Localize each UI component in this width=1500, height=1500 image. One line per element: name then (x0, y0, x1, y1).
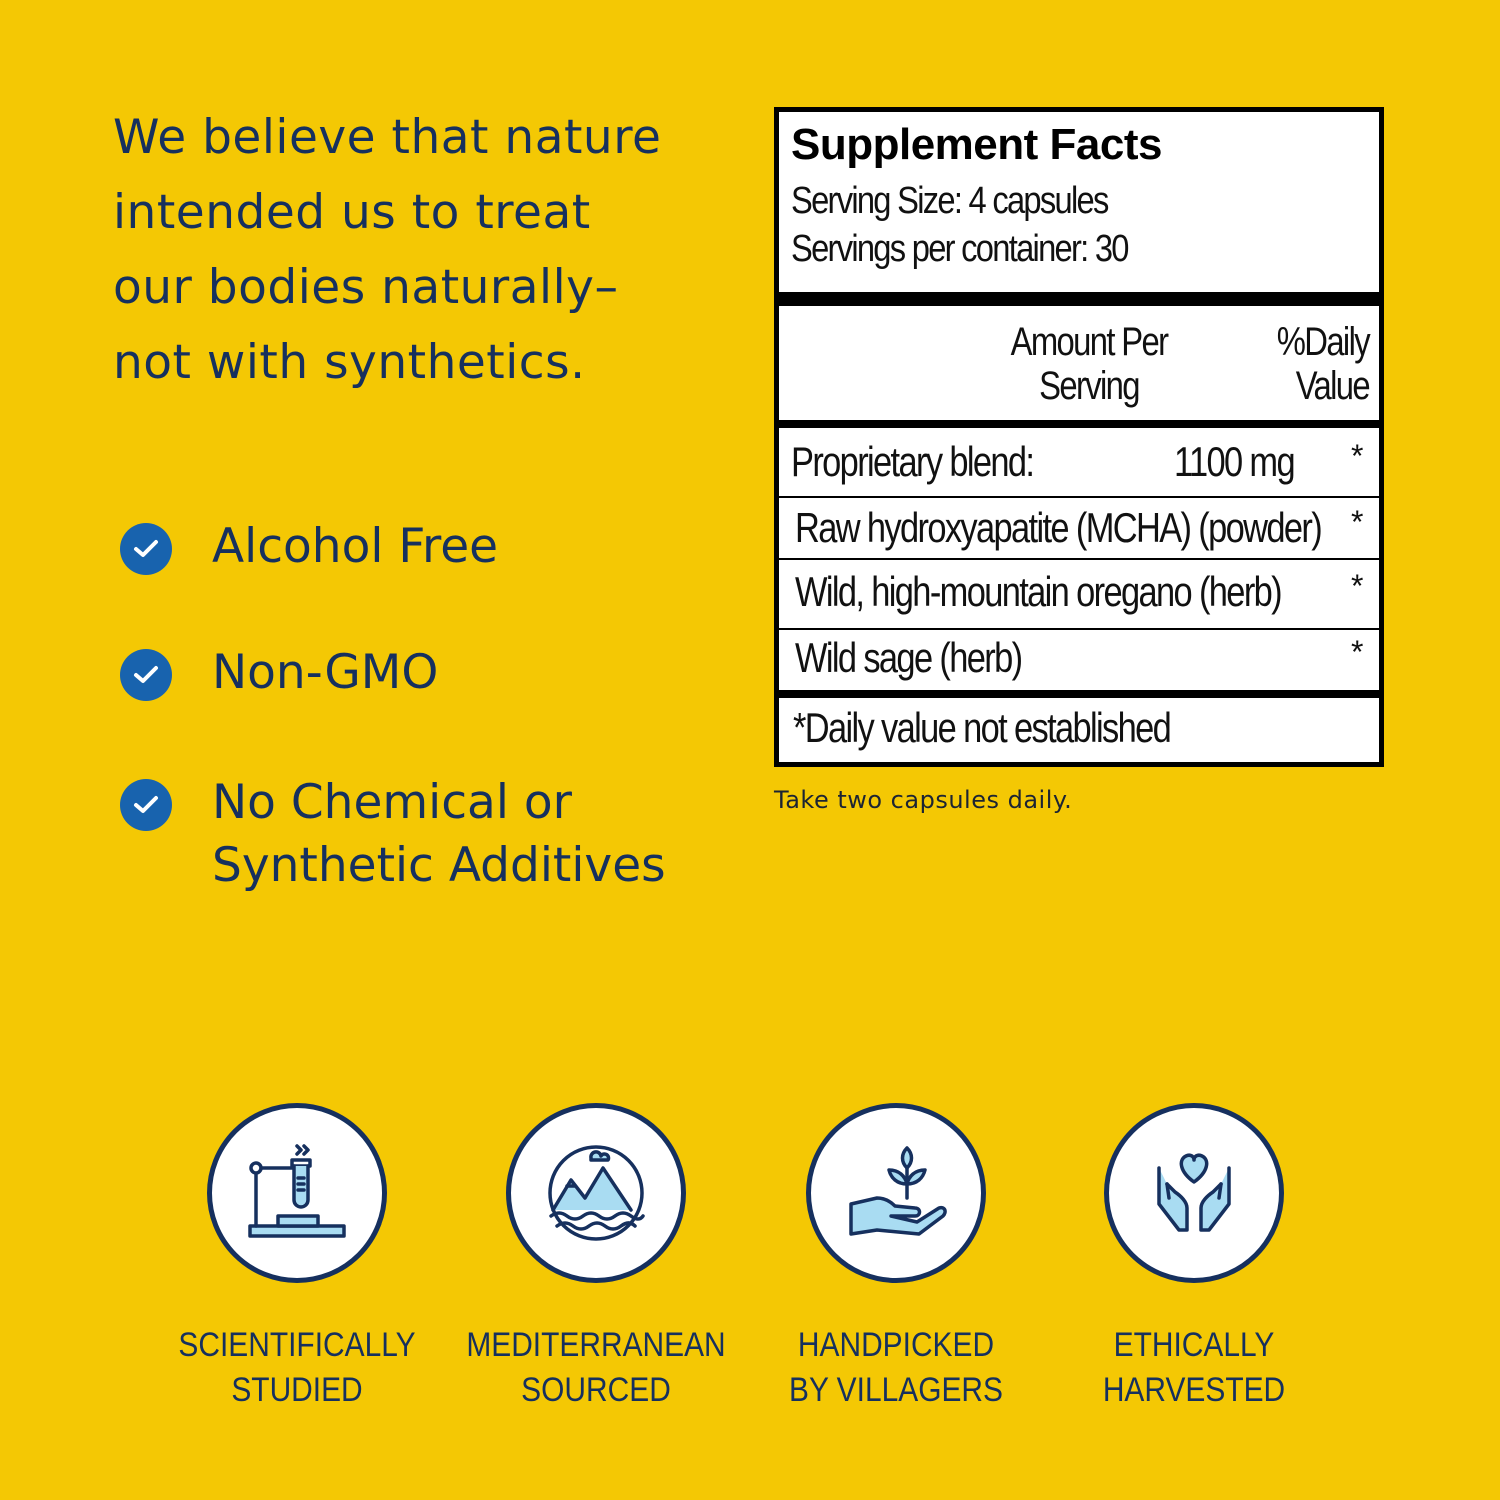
ingredient-name: Wild sage (herb) (795, 634, 1022, 681)
facts-divider-medium (779, 690, 1379, 698)
feature-label-line: Synthetic Additives (212, 838, 666, 893)
daily-value-header (1254, 320, 1369, 408)
badge-scientifically-studied (147, 1103, 447, 1413)
badge-circle (1104, 1103, 1284, 1283)
badge-caption-line: MEDITERRANEAN (466, 1326, 726, 1364)
feature-item-no-additives (120, 771, 666, 897)
badge-handpicked-by-villagers (746, 1103, 1046, 1413)
feature-label-line: Alcohol Free (212, 519, 499, 574)
servings-per-container: Servings per container: 30 (791, 228, 1128, 270)
feature-label (212, 641, 438, 704)
badge-mediterranean-sourced (446, 1103, 746, 1413)
ingredient-name: Raw hydroxyapatite (MCHA) (powder) (795, 504, 1322, 551)
ingredient-daily-value: * (1351, 634, 1364, 670)
check-circle-icon (120, 523, 172, 575)
column-header-line: %Daily (1276, 320, 1369, 364)
facts-divider-medium (779, 420, 1379, 428)
ingredient-daily-value: * (1351, 568, 1364, 604)
tagline (113, 100, 733, 400)
tagline-line: We believe that nature (113, 110, 662, 165)
badge-caption (764, 1323, 1028, 1413)
facts-row (779, 630, 1379, 690)
check-circle-icon (120, 779, 172, 831)
directions-text: Take two capsules daily. (774, 786, 1073, 814)
badge-caption (464, 1323, 728, 1413)
hands-heart-icon (1139, 1138, 1249, 1248)
facts-divider-thick (779, 292, 1379, 306)
badge-caption-line: SCIENTIFICALLY (178, 1326, 416, 1364)
badge-caption-line: SOURCED (521, 1371, 671, 1409)
ingredient-daily-value: * (1351, 504, 1364, 540)
supplement-facts-panel (774, 107, 1384, 767)
ingredient-amount: 1100 mg (1174, 438, 1295, 485)
lab-test-tube-icon (242, 1138, 352, 1248)
facts-row (779, 560, 1379, 628)
badge-caption-line: BY VILLAGERS (788, 1371, 1003, 1409)
badge-circle (207, 1103, 387, 1283)
facts-row (779, 498, 1379, 558)
facts-footnote-row (779, 698, 1379, 762)
column-header-line: Serving (1039, 364, 1139, 408)
badge-ethically-harvested (1044, 1103, 1344, 1413)
ingredient-daily-value: * (1351, 438, 1364, 474)
mountain-sea-icon (541, 1138, 651, 1248)
serving-size: Serving Size: 4 capsules (791, 180, 1108, 222)
supplement-facts-title: Supplement Facts (791, 120, 1162, 169)
badge-caption-line: HARVESTED (1102, 1371, 1286, 1409)
tagline-line: intended us to treat (113, 185, 591, 240)
tagline-line: not with synthetics. (113, 335, 586, 390)
ingredient-name: Wild, high-mountain oregano (herb) (795, 568, 1282, 615)
feature-label-line: No Chemical or (212, 775, 572, 830)
feature-item-non-gmo (120, 641, 438, 704)
check-circle-icon (120, 649, 172, 701)
feature-label (212, 515, 498, 578)
badge-circle (806, 1103, 986, 1283)
facts-row (779, 428, 1379, 496)
badge-circle (506, 1103, 686, 1283)
badge-caption (165, 1323, 429, 1413)
badge-caption-line: ETHICALLY (1113, 1326, 1275, 1364)
hand-plant-icon (841, 1138, 951, 1248)
column-header-line: Value (1295, 364, 1369, 408)
ingredient-name: Proprietary blend: (791, 438, 1034, 485)
badge-caption-line: STUDIED (231, 1371, 363, 1409)
facts-footnote: *Daily value not established (793, 704, 1171, 751)
feature-item-alcohol-free (120, 515, 498, 578)
feature-label-line: Non-GMO (212, 645, 439, 700)
badge-caption (1062, 1323, 1326, 1413)
tagline-line: our bodies naturally– (113, 260, 619, 315)
amount-per-serving-header (999, 320, 1179, 408)
badge-caption-line: HANDPICKED (797, 1326, 995, 1364)
column-header-line: Amount Per (1010, 320, 1168, 364)
feature-label (212, 771, 666, 897)
